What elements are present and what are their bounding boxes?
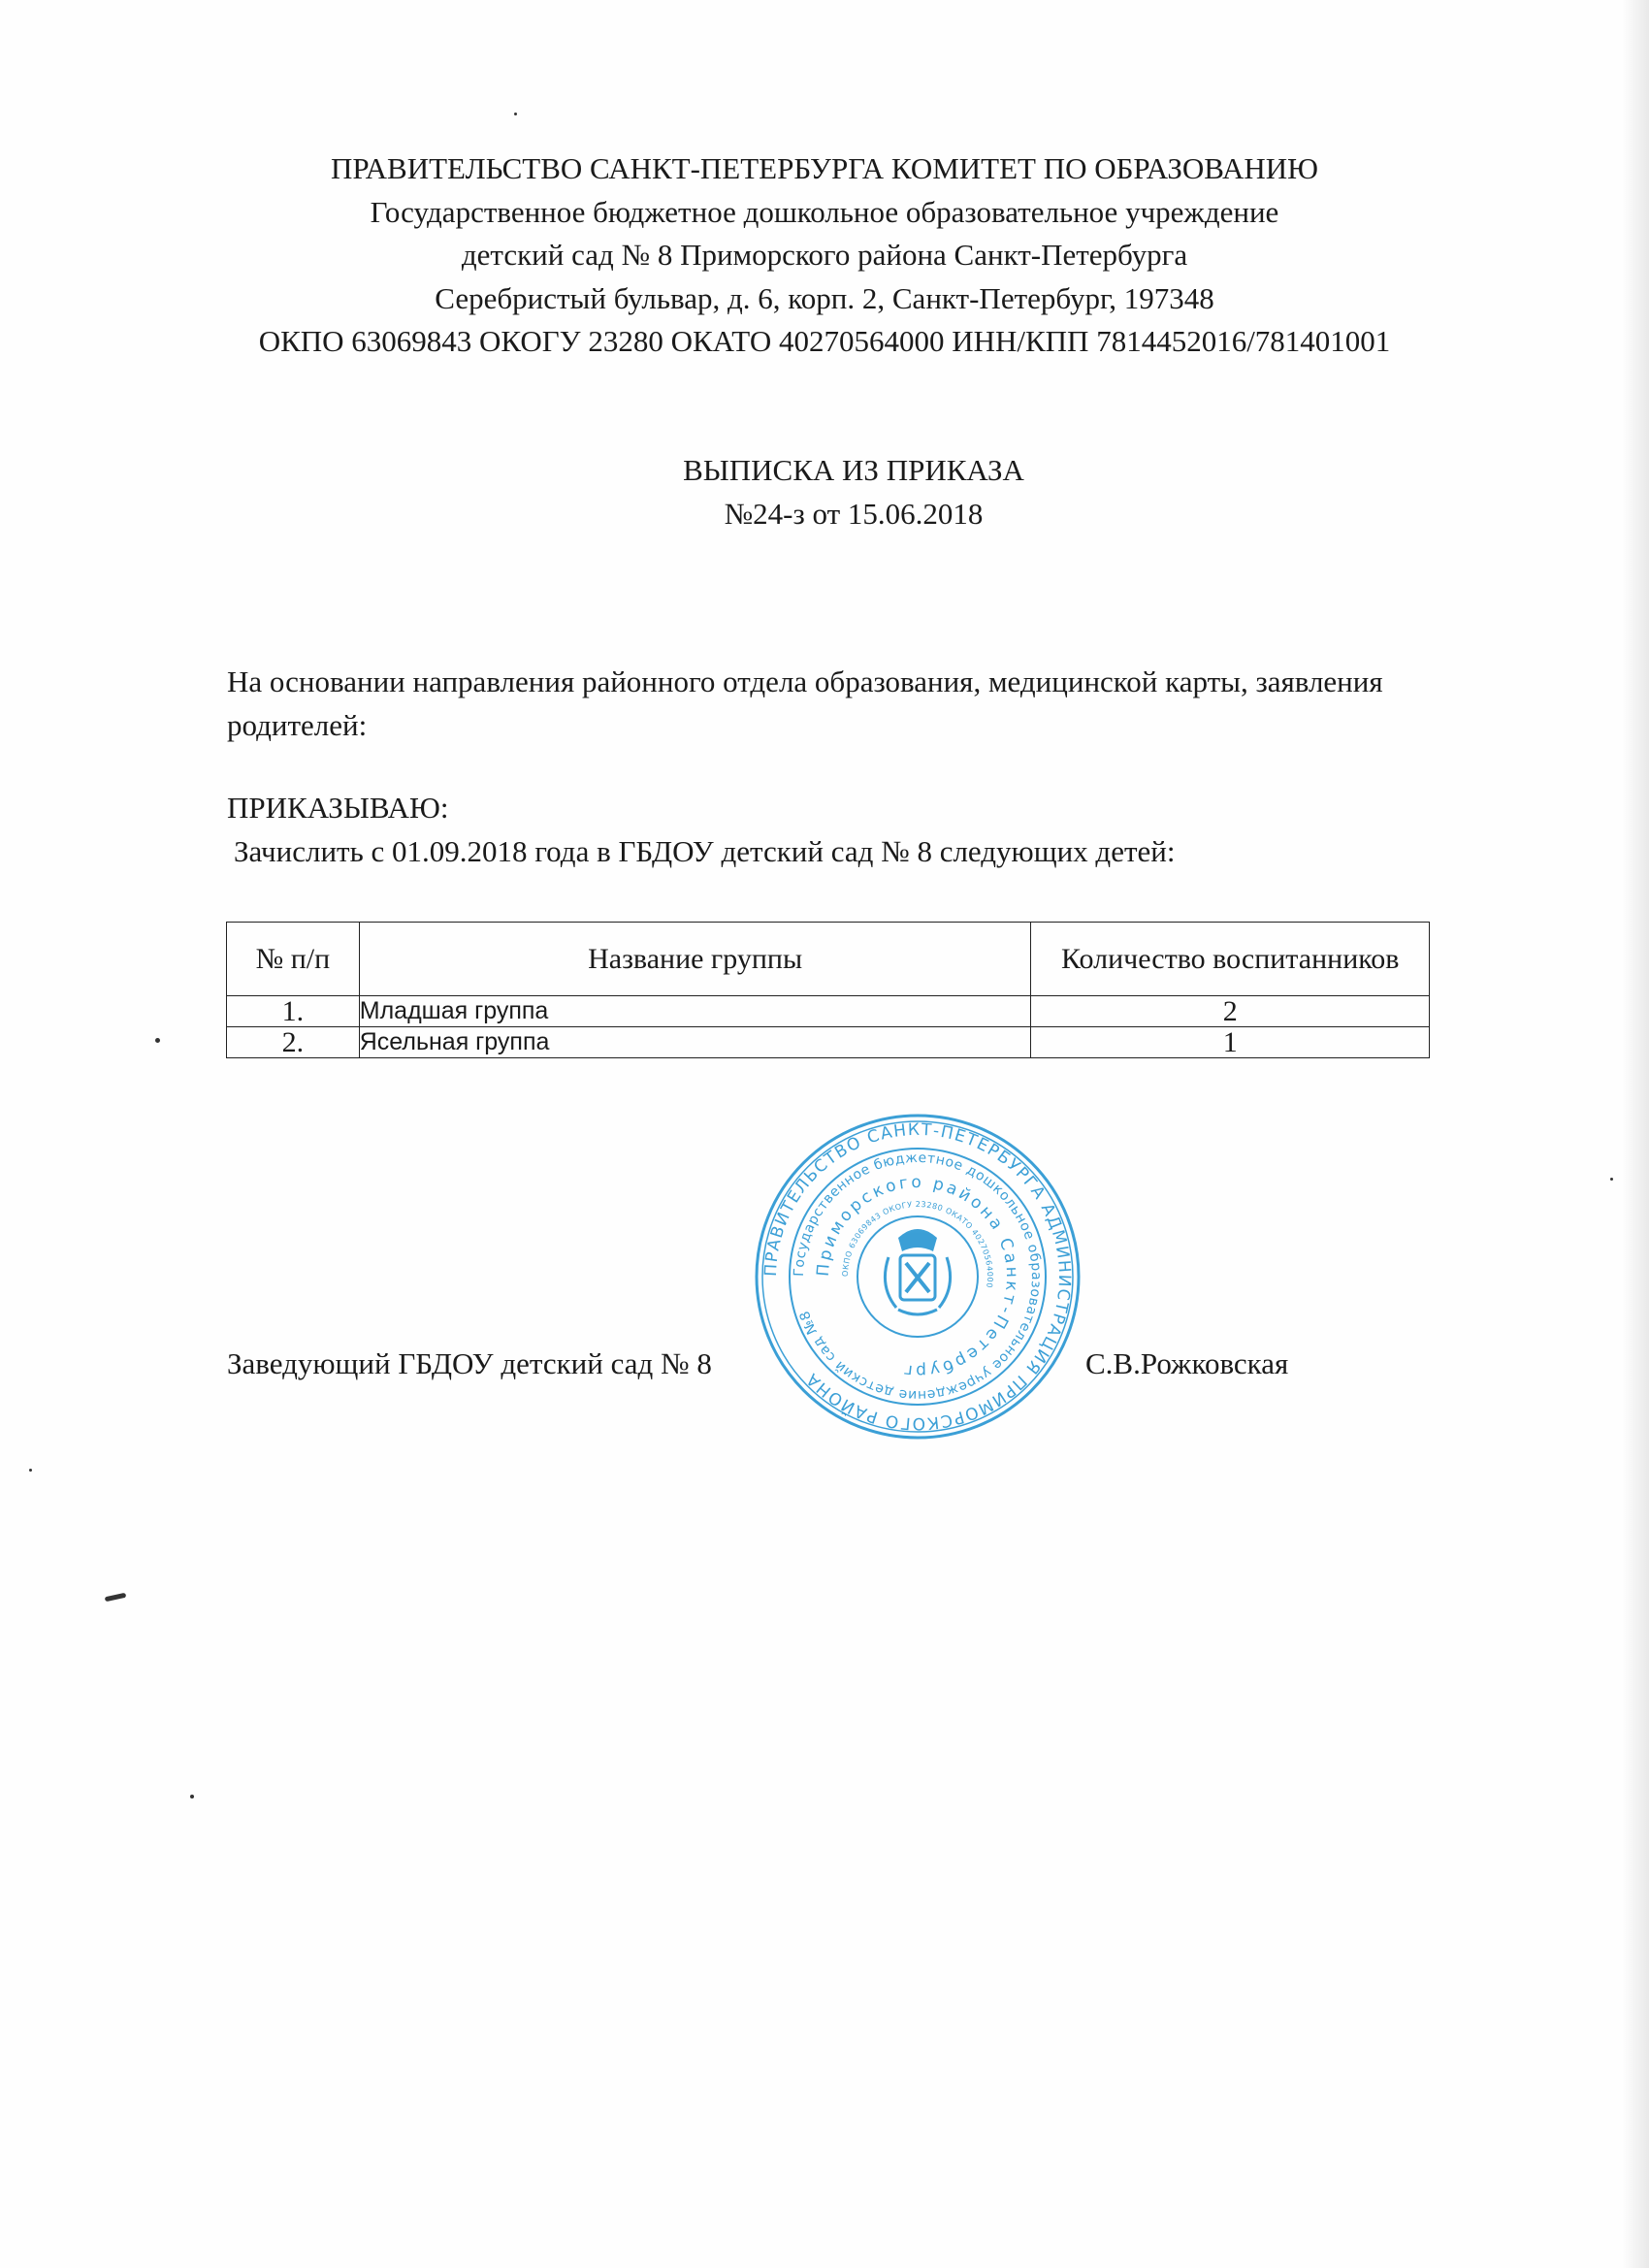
scan-mark — [105, 1593, 127, 1602]
document-title — [0, 448, 1649, 535]
enroll-paragraph: Зачислить с 01.09.2018 года в ГБДОУ детский сад № 8 следующих детей: — [234, 834, 1176, 868]
scan-speck — [29, 1469, 32, 1472]
letterhead-line-2: Государственное бюджетное дошкольное образовательное учреждение — [370, 194, 1279, 229]
header-group-name: Название группы — [359, 923, 1031, 996]
signature-position: Заведующий ГБДОУ детский сад № 8 — [227, 1346, 712, 1380]
groups-table — [226, 922, 1430, 1058]
row-count: 2 — [1031, 996, 1430, 1027]
seal-inner-textpath: Приморского района Санкт-Петербург — [813, 1172, 1022, 1381]
row-group-name: Ясельная группа — [359, 1027, 1031, 1058]
letterhead-line-3: детский сад № 8 Приморского района Санкт-Петербурга — [461, 238, 1188, 272]
coat-of-arms-icon — [885, 1229, 950, 1314]
scan-speck — [155, 1038, 160, 1043]
official-seal-stamp — [753, 1112, 1083, 1442]
letterhead-line-5: ОКПО 63069843 ОКОГУ 23280 ОКАТО 40270564000 ИНН/КПП 7814452016/781401001 — [258, 324, 1391, 358]
row-group-name: Младшая группа — [359, 996, 1031, 1027]
row-count: 1 — [1031, 1027, 1430, 1058]
row-num: 2. — [227, 1027, 360, 1058]
letterhead-line-4: Серебристый бульвар, д. 6, корп. 2, Санкт-Петербург, 197348 — [435, 280, 1214, 315]
header-num: № п/п — [227, 923, 360, 996]
scan-speck — [190, 1795, 194, 1798]
table-row — [227, 996, 1430, 1027]
seal-code-textpath: ОКПО 63069843 ОКОГУ 23280 ОКАТО 40270564000 — [840, 1199, 995, 1289]
order-word: ПРИКАЗЫВАЮ: — [227, 791, 449, 825]
scan-speck — [514, 113, 517, 115]
scan-speck — [1610, 1178, 1613, 1181]
letterhead — [0, 147, 1649, 364]
header-count: Количество воспитанников — [1031, 923, 1430, 996]
table-row — [227, 1027, 1430, 1058]
title-number: №24-з от 15.06.2018 — [724, 497, 984, 531]
title-heading: ВЫПИСКА ИЗ ПРИКАЗА — [683, 453, 1024, 487]
signature-name: С.В.Рожковская — [1085, 1346, 1289, 1380]
row-num: 1. — [227, 996, 360, 1027]
seal-middle-textpath: Государственное бюджетное дошкольное образовательное учреждение детский сад №8 — [791, 1150, 1045, 1404]
table-header-row — [227, 923, 1430, 996]
basis-paragraph: На основании направления районного отдела образования, медицинской карты, заявления родителей: — [227, 664, 1383, 742]
letterhead-line-1: ПРАВИТЕЛЬСТВО САНКТ-ПЕТЕРБУРГА КОМИТЕТ ПО ОБРАЗОВАНИЮ — [331, 151, 1318, 185]
seal-outer-textpath: ПРАВИТЕЛЬСТВО САНКТ-ПЕТЕРБУРГА АДМИНИСТРАЦИЯ ПРИМОРСКОГО РАЙОНА — [760, 1119, 1075, 1434]
